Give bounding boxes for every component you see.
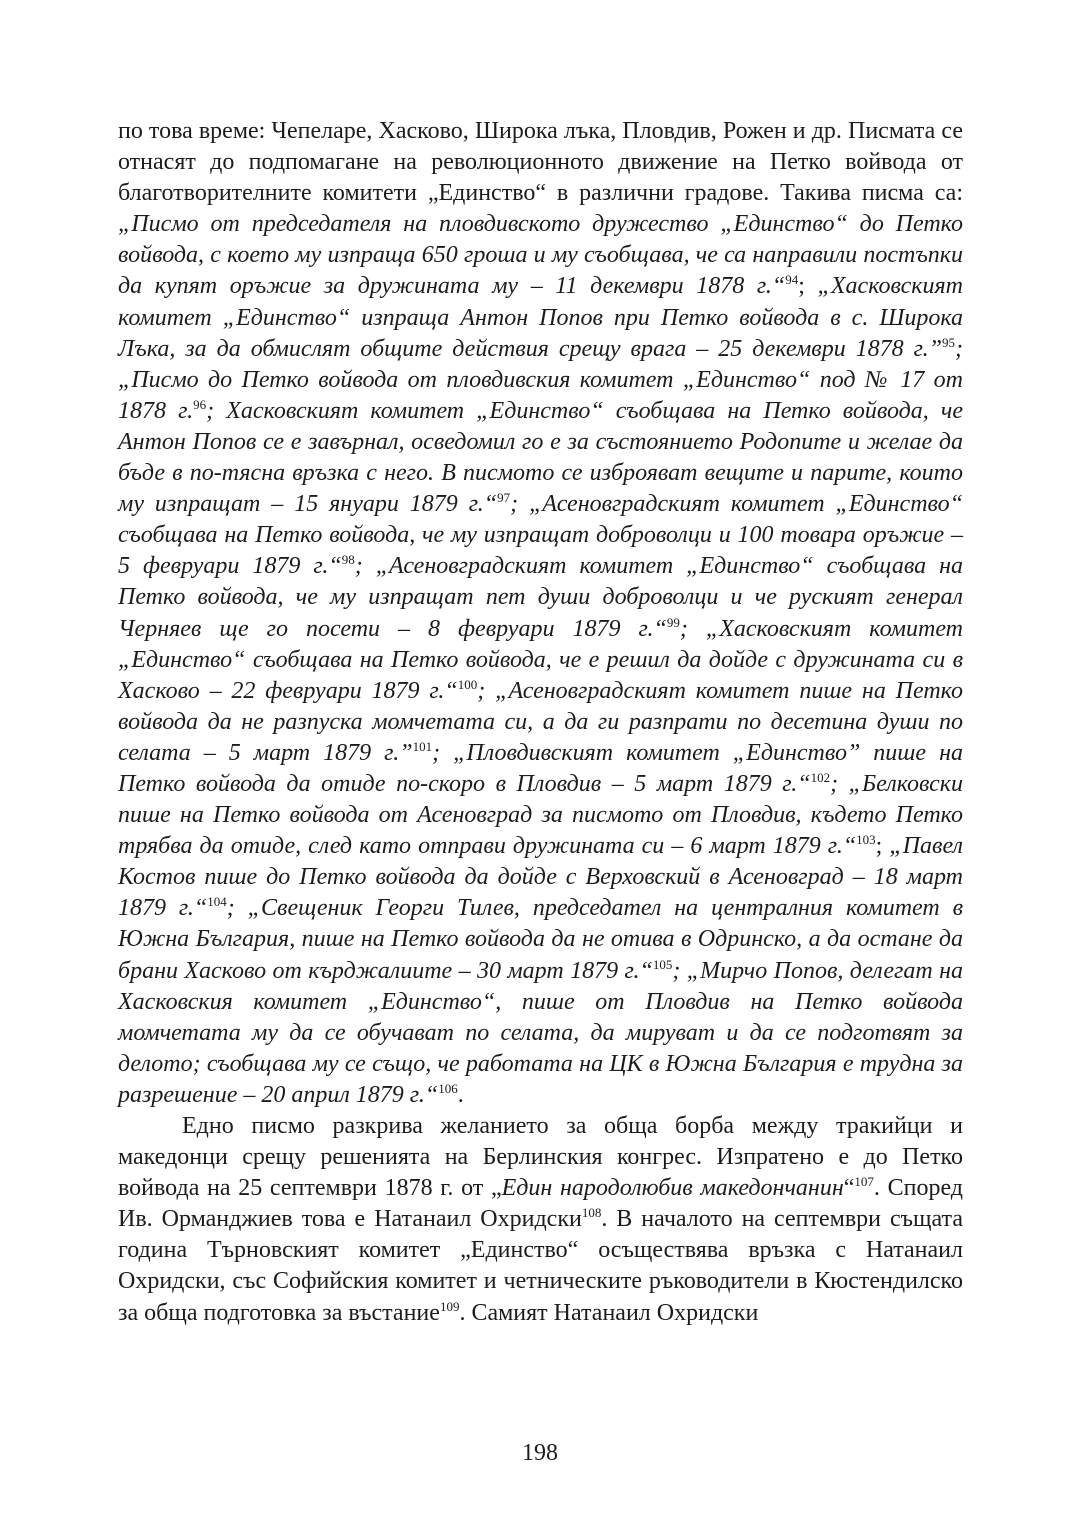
footnote-ref[interactable]: 107: [854, 1174, 874, 1190]
text-run: “: [843, 1175, 855, 1202]
text-run: ;: [798, 273, 805, 300]
footnote-ref[interactable]: 98: [341, 552, 355, 568]
footnote-ref[interactable]: 94: [785, 272, 799, 288]
footnote-ref[interactable]: 109: [439, 1298, 460, 1314]
text-run: . В началото на септември същата година Търновският комитет „Единство“ осъществява връзка с Натанаил Охридски, със Софийския комитет и четническите ръководители в Кюстендилско за обща подготовка за въстание: [118, 1206, 963, 1326]
text-run: . Според Ив. Орманджиев това е Натанаил Охридски: [118, 1175, 963, 1233]
text-run: Едно писмо разкрива желанието за обща борба между тракийци и македонци срещу решенията на Берлинския конгрес. Изпратено е до Петко войвода на 25 септември 1878 г. от „: [118, 1113, 963, 1202]
quoted-letter: ; „Асеновградският комитет пише на Петко войвода да не разпуска момчетата си, а да ги разпрати по десетина души по селата – 5 март 1879 г.”: [118, 677, 963, 766]
quoted-letter: ; „Хасковският комитет „Единство“ съобщава на Петко войвода, че е решил да дойде с дружината си в Хасково – 22 февруари 1879 г.“: [118, 615, 963, 704]
footnote-ref[interactable]: 103: [856, 832, 876, 848]
footnote-ref[interactable]: 108: [581, 1205, 602, 1221]
text-run: по това време: Чепеларе, Хасково, Широка лъка, Пловдив, Рожен и др. Писмата се отнасят до подпомагане на революционното движение на Петко войвода от благотворителните комитети „Единство“ в различни градове. Такива писма са:: [118, 118, 963, 207]
quoted-letter: ; Хасковският комитет „Единство“ съобщава на Петко войвода, че Антон Попов се е завърнал, осведомил го е за състоянието Родопите и желае да бъде в по-тясна връзка с него. В писмото се изброяват вещите и парите, които му изпращат – 15 януари 1879 г.“: [118, 397, 964, 518]
page-number: 198: [522, 1440, 558, 1466]
quoted-letter: ; „Пловдивският комитет „Единство” пише на Петко войвода да отиде по-скоро в Пловдив – 5 март 1879 г.“: [118, 739, 963, 797]
footnote-ref[interactable]: 105: [652, 956, 673, 972]
footnote-ref[interactable]: 99: [666, 614, 680, 630]
footnote-ref[interactable]: 97: [497, 490, 511, 506]
paragraph-macedonian-letter: [118, 1111, 963, 1329]
footnote-ref[interactable]: 95: [942, 334, 955, 350]
quoted-letter: ; „Белковски пише на Петко войвода от Асеновград за писмото от Пловдив, където Петко трябва да отиде, след като отправи дружината си – 6 март 1879 г.“: [118, 770, 963, 860]
text-run: . Самият Натанаил Охридски: [459, 1299, 759, 1326]
quoted-letter: ; „Асеновградският комитет „Единство“ съобщава на Петко войвода, че му изпращат пет души доброволци и че руският генерал Черняев ще го посети – 8 февруари 1879 г.“: [118, 553, 963, 642]
quoted-letter: ; „Мирчо Попов, делегат на Хасковския комитет „Единство“, пише от Пловдив на Петко войвода момчетата му да се обучават по селата, да мируват и да се подготвят за делото; съобщава му се също, че работата на ЦК в Южна България е трудна за разрешение – 20 април 1879 г.“: [118, 957, 963, 1108]
footnote-ref[interactable]: 106: [438, 1080, 458, 1096]
paragraph-letters: [118, 116, 963, 1111]
footnote-ref[interactable]: 102: [810, 769, 831, 785]
text-run: .: [457, 1081, 464, 1108]
footnote-ref[interactable]: 101: [412, 738, 433, 754]
quoted-letter: „Писмо от председателя на пловдивското дружество „Единство“ до Петко войвода, с което му изпраща 650 гроша и му съобщава, че са направили постъпки да купят оръжие за дружината му – 11 декември 1878 г.“: [118, 211, 963, 300]
quoted-signature: Един народолюбив македончанин: [501, 1175, 844, 1202]
footnote-ref[interactable]: 100: [457, 676, 478, 692]
quoted-letter: „Павел Костов пише до Петко войвода да дойде с Верховский в Асеновград – 18 март 1879 г.“: [118, 833, 963, 922]
quoted-letter: ; „Асеновградският комитет „Единство“ съобщава на Петко войвода, че му изпращат доброволци и 100 товара оръжие – 5 февруари 1879 г.“: [118, 491, 963, 580]
quoted-letter: ; „Свещеник Георги Тилев, председател на централния комитет в Южна България, пише на Петко войвода да не отива в Одринско, а да остане да брани Хасково от кърджалиите – 30 март 1879 г.“: [118, 895, 964, 984]
footnote-ref[interactable]: 104: [207, 894, 227, 910]
quoted-letter: ; „Писмо до Петко войвода от пловдивския комитет „Единство“ под № 17 от 1878 г.: [118, 335, 963, 424]
quoted-letter: „Хасковският комитет „Единство“ изпраща Антон Попов при Петко войвода в с. Широка Лъка, за да обмислят общите действия срещу врага – 25 декември 1878 г.”: [118, 273, 963, 362]
text-run: ;: [875, 833, 883, 860]
footnote-ref[interactable]: 96: [193, 396, 207, 412]
page-body: [118, 116, 963, 1329]
